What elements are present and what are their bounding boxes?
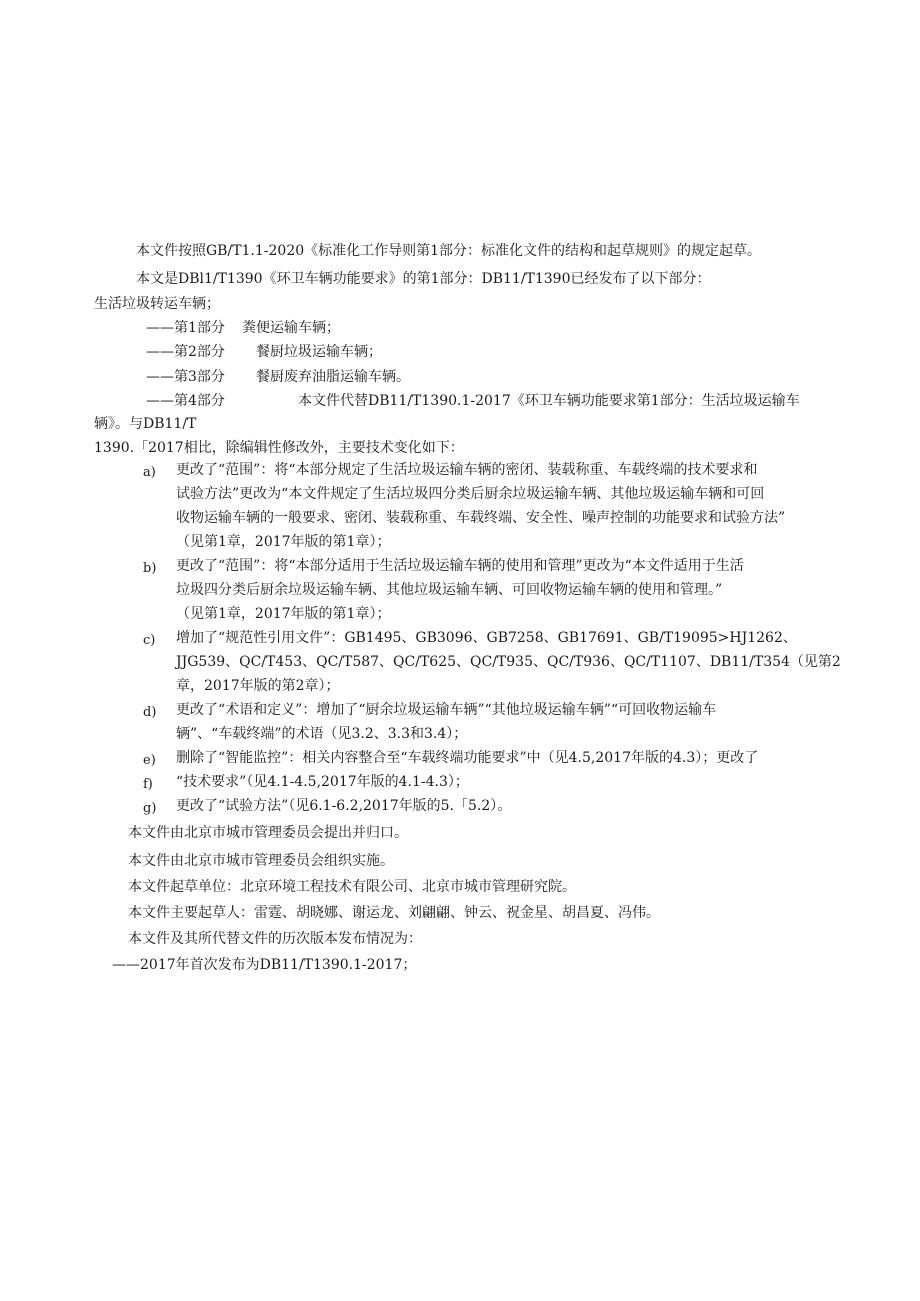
change-f-marker: f) (143, 777, 153, 792)
change-d-line-1: 更改了“术语和定义”：增加了“厨余垃圾运输车辆”“其他垃圾运输车辆”“可回收物运输车 (176, 702, 717, 718)
change-g-marker: g) (143, 801, 157, 816)
change-b-line-3: （见第1章，2017年版的第1章）； (176, 606, 391, 622)
change-a-marker: a) (143, 465, 156, 480)
change-c-line-1: 增加了“规范性引用文件”：GB1495、GB3096、GB7258、GB17691、GB/T19095>HJ1262、 (176, 630, 797, 646)
part-4-label: ——第4部分 (146, 393, 225, 409)
replacement-statement: 本文件代替DB11/T1390.1-2017《环卫车辆功能要求第1部分：生活垃圾运输车 (298, 393, 800, 409)
change-c-line-3: 章，2017年版的第2章）； (176, 678, 340, 694)
change-b-line-2: 垃圾四分类后厨余垃圾运输车辆、其他垃圾运输车辆、可回收物运输车辆的使用和管理。” (176, 582, 723, 598)
part-3-title: 餐厨废弃油脂运输车辆。 (256, 369, 410, 385)
para-drafting-basis: 本文件按照GB/T1.1-2020《标准化工作导则第1部分：标准化文件的结构和起草规则》的规定起草。 (136, 243, 762, 259)
change-a-line-2: 试验方法”更改为“本文件规定了生活垃圾四分类后厨余垃圾运输车辆、其他垃圾运输车辆和可回 (176, 486, 765, 502)
para-drafters: 本文件主要起草人：雷霆、胡晓娜、谢运龙、刘翩翩、钟云、祝金星、胡昌夏、冯伟。 (128, 905, 660, 921)
para-drafting-units: 本文件起草单位：北京环境工程技术有限公司、北京市城市管理研究院。 (128, 879, 576, 895)
part-2-label: ——第2部分 (146, 344, 225, 360)
para-proposed-by: 本文件由北京市城市管理委员会提出并归口。 (128, 825, 408, 841)
para-organized-by: 本文件由北京市城市管理委员会组织实施。 (128, 853, 394, 869)
part-2-title: 餐厨垃圾运输车辆； (256, 344, 382, 360)
change-c-marker: c) (143, 633, 156, 648)
part-3-label: ——第3部分 (146, 369, 225, 385)
change-e-line-1: 删除了“智能监控”：相关内容整合至“车载终端功能要求”中（见4.5,2017年版的4.3）；更改了 (176, 750, 759, 766)
replacement-statement-cont-1: 辆》。与DB11/T (94, 416, 197, 432)
para-series-intro: 本文是DBl1/T1390《环卫车辆功能要求》的第1部分：DB11/T1390已经发布了以下部分： (136, 271, 711, 287)
part-1-title: 粪便运输车辆； (242, 320, 340, 336)
change-d-line-2: 辆”、“车载终端”的术语（见3.2、3.3和3.4）； (176, 726, 468, 742)
change-a-line-4: （见第1章，2017年版的第1章）； (176, 534, 391, 550)
history-list-item: ——2017年首次发布为DB11/T1390.1-2017； (112, 957, 417, 973)
change-a-line-1: 更改了“范围”：将“本部分规定了生活垃圾运输车辆的密闭、装载称重、车载终端的技术要求和 (176, 462, 758, 478)
change-e-marker: e) (143, 753, 156, 768)
change-f-line-1: “技术要求”（见4.1-4.5,2017年版的4.1-4.3）； (176, 774, 469, 790)
para-history-intro: 本文件及其所代替文件的历次版本发布情况为： (128, 931, 422, 947)
replacement-statement-cont-2: 1390.「2017相比，除编辑性修改外，主要技术变化如下： (94, 440, 464, 456)
change-a-line-3: 收物运输车辆的一般要求、密闭、装载称重、车载终端、安全性、噪声控制的功能要求和试验方法” (176, 510, 786, 526)
part-1-label: ——第1部分 (146, 320, 225, 336)
change-b-marker: b) (143, 561, 157, 576)
change-b-line-1: 更改了“范围”：将“本部分适用于生活垃圾运输车辆的使用和管理”更改为“本文件适用于生活 (176, 558, 744, 574)
change-g-line-1: 更改了“试验方法”（见6.1-6.2,2017年版的5.「5.2）。 (176, 798, 512, 814)
change-d-marker: d) (143, 705, 157, 720)
para-series-intro-cont: 生活垃圾转运车辆； (94, 296, 220, 312)
change-c-line-2: JJG539、QC/T453、QC/T587、QC/T625、QC/T935、QC/T936、QC/T1107、DB11/T354（见第2 (176, 654, 841, 670)
